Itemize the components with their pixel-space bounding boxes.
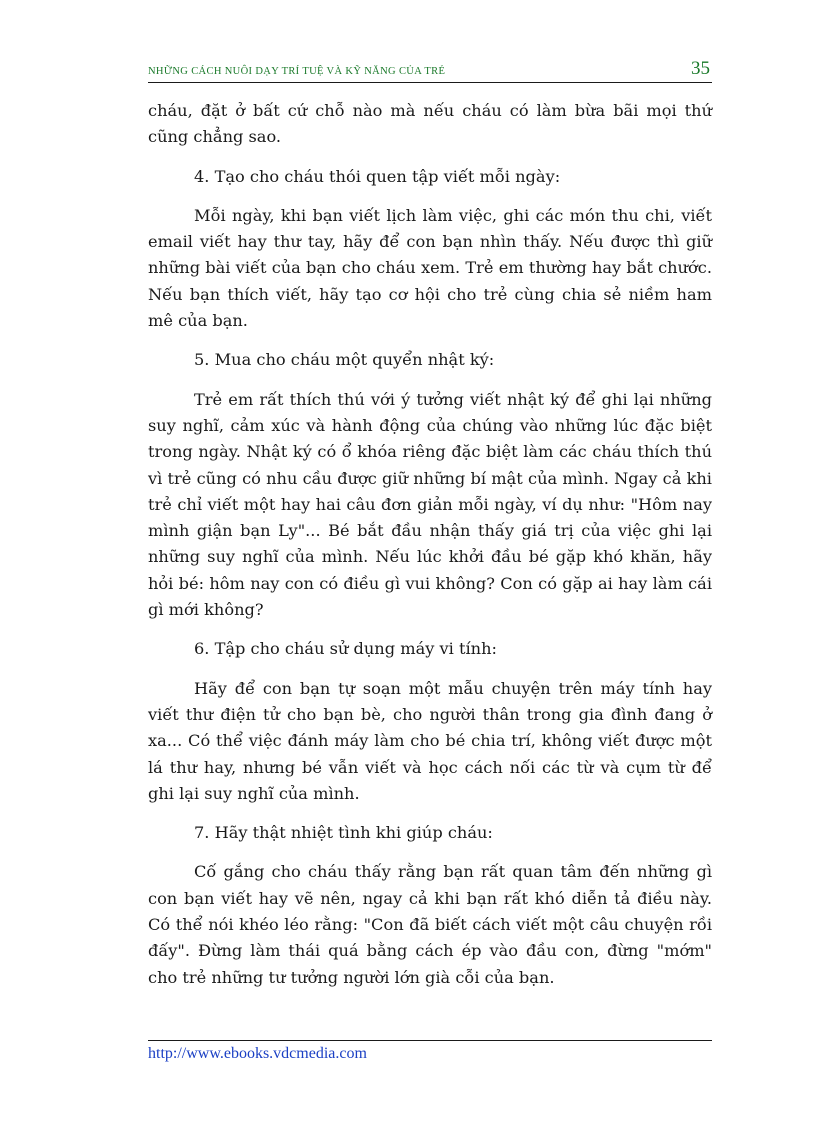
footer-website-link[interactable]: http://www.ebooks.vdcmedia.com — [148, 1045, 367, 1062]
header-divider — [148, 82, 712, 83]
page-body — [148, 98, 712, 1004]
page-number: 35 — [691, 58, 710, 79]
paragraph-continued: cháu, đặt ở bất cứ chỗ nào mà nếu cháu có làm bừa bãi mọi thứ cũng chẳng sao. — [148, 101, 712, 147]
section-heading-7: 7. Hãy thật nhiệt tình khi giúp cháu: — [194, 823, 493, 843]
page-header — [148, 58, 712, 82]
footer-divider — [148, 1040, 712, 1041]
section-heading-4: 4. Tạo cho cháu thói quen tập viết mỗi ngày: — [194, 166, 561, 186]
section-heading-6: 6. Tập cho cháu sử dụng máy vi tính: — [194, 639, 497, 659]
paragraph-section-7: Cố gắng cho cháu thấy rằng bạn rất quan tâm đến những gì con bạn viết hay vẽ nên, ngay cả khi bạn rất khó diễn tả điều này. Có thể nói khéo léo rằng: "Con đã biết cách viết một câu chuyện rồi đấy". Đừng làm thái quá bằng cách ép vào đầu con, đừng "mớm" cho trẻ những tư tưởng người lớn già cỗi của bạn. — [148, 862, 712, 987]
paragraph-section-4: Mỗi ngày, khi bạn viết lịch làm việc, ghi các món thu chi, viết email viết hay thư tay, hãy để con bạn nhìn thấy. Nếu được thì giữ những bài viết của bạn cho cháu xem. Trẻ em thường hay bắt chước. Nếu bạn thích viết, hãy tạo cơ hội cho trẻ cùng chia sẻ niềm ham mê của bạn. — [148, 205, 712, 331]
running-title: NHỮNG CÁCH NUÔI DẠY TRÍ TUỆ VÀ KỸ NĂNG CỦA TRẺ — [148, 66, 446, 77]
paragraph-section-6: Hãy để con bạn tự soạn một mẫu chuyện trên máy tính hay viết thư điện tử cho bạn bè, cho người thân trong gia đình đang ở xa... Có thể việc đánh máy làm cho bé chia trí, không viết được một lá thư hay, nhưng bé vẫn viết và học cách nối các từ và cụm từ để ghi lại suy nghĩ của mình. — [148, 678, 712, 803]
section-heading-5: 5. Mua cho cháu một quyển nhật ký: — [194, 350, 495, 370]
paragraph-section-5: Trẻ em rất thích thú với ý tưởng viết nhật ký để ghi lại những suy nghĩ, cảm xúc và hành động của chúng vào những lúc đặc biệt trong ngày. Nhật ký có ổ khóa riêng đặc biệt làm các cháu thích thú vì trẻ cũng có nhu cầu được giữ những bí mật của mình. Ngay cả khi trẻ chỉ viết một hay hai câu đơn giản mỗi ngày, ví dụ như: "Hôm nay mình giận bạn Ly"... Bé bắt đầu nhận thấy giá trị của việc ghi lại những suy nghĩ của mình. Nếu lúc khởi đầu bé gặp khó khăn, hãy hỏi bé: hôm nay con có điều gì vui không? Con có gặp ai hay làm cái gì mới không? — [148, 389, 712, 620]
